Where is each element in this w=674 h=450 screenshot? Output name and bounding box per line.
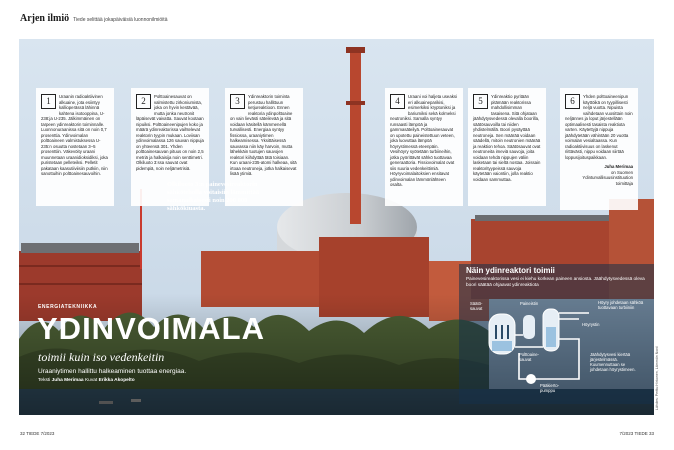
info-box-6 <box>560 88 638 210</box>
box-number: 5 <box>473 94 488 109</box>
label-turbine: Höyry johdetaan sähköä tuottavaan turbiiniin <box>598 300 644 310</box>
page-folio-right: 7/2023 TIEDE 33 <box>619 431 654 436</box>
photo-credit: Lähdes: Perttu Hirkonen, Lämmön Nord <box>655 346 659 410</box>
label-main-pump: Pääkierto-pumppu <box>540 383 560 393</box>
info-box-5 <box>468 88 546 206</box>
label-pressurizer: Paineistin <box>520 301 539 306</box>
box-number: 2 <box>136 94 151 109</box>
article-title: YDINVOIMALA <box>37 311 265 346</box>
label-steam-generator: Höyrystin <box>582 322 600 327</box>
section-tagline: Tiede selittää jokapäiväisiä luonnonilmiöitä <box>73 17 168 23</box>
article-byline <box>38 378 135 383</box>
article-lead: Uraaniytimen hallittu halkeaminen tuottaa energiaa. <box>38 368 187 375</box>
box-text: Yhden polttoaineenipun käyttöikä on tyypillisesti neljä vuotta. Nipuista vaihdetaan vuosittain noin neljännes ja loput järjestellään optimaalisesti tasaista reaktiota varten. Käytettyjä nippuja jäähdytetään vähintään 20 vuotta voimalan vesialtaassa. Kun radioaktiivisuus on laskenut riittävästi, nippu voidaan siirtää loppusijoituspaikkaan. <box>565 94 633 160</box>
byline-author: Juha Merimaa <box>51 378 84 383</box>
section-name: Arjen ilmiö <box>20 13 70 24</box>
page-folio-left: 32 TIEDE 7/2023 <box>20 431 55 436</box>
byline-photographer: Erikka Akopelto <box>98 378 135 383</box>
label-fuel-rods: Polttoaine-sauvat <box>519 352 540 362</box>
box-text: Uraanin radioaktiivinen alkuaine, jota esiintyy kallioperässä lähinnä kahtena isotooppina, U-238:ja U-235. Jälkimmäinen on tarpeen ydinreaktorin toiminnalle. Luonnonuraanissa sitä on noin 0,7 prosenttia. Ydinvoimalan polttoaineen valmistuksessa U-235:n osuutta nostetaan 3–5 prosenttiin. Väkevöity uraani muunnetaan uraanidioksidiksi, joka puristetaan pelleteiksi. Pelletit pakataan kaasutiiviisiin putkiin, niin sanottuihin polttoainesauvoihin. <box>41 94 108 176</box>
photo-caption: Olkiluoto 3:n painevesireaktorin sähköteholla voitaisiin lämmittää samanaikaisesti noin 200 000 sähkökiuasta. <box>167 181 260 212</box>
box-number: 4 <box>390 94 405 109</box>
byline-text-label: Teksti <box>38 378 51 383</box>
box-text: Ydinreaktorin toiminta perustuu hallittuun ketjureaktioon. Ennen reaktoria ydinpolttoaine on vain lievästi säteilevää ja sitä voidaan käsitellä kämmenellä turvallisesti. Energiaa syntyy fissiossa, uraaniytimen halkeamisessa. Yksittäisessä sauvassa niin käy harvoin, mutta lähekkäin tuotujen sauvojen reaktori kiihdyttää tätä toisiaan. Kun uraani-235-atomi halkeaa, sitä irtoaa neutroneja, jotka halkaisevat lisää ytimiä. <box>230 94 297 176</box>
author-signature: Juha Merimaa <box>604 164 633 169</box>
info-box-1 <box>36 88 114 206</box>
section-header <box>20 13 167 24</box>
box-number: 6 <box>565 94 580 109</box>
label-control-rods: Säätö-sauvat <box>470 301 483 311</box>
diagram-title: Näin ydinreaktori toimii <box>466 266 555 275</box>
author-role: on Suomen Ydinturvallisuusinstituution toimittaja <box>582 169 633 186</box>
article-subtitle: toimii kuin iso vedenkeitin <box>38 350 165 364</box>
box-number: 3 <box>230 94 245 109</box>
box-text: Ydinreaktio pyritään pitämään reaktorissa mahdollisimman tasaisena. Sitä ohjataan jäähdytysvedessä olevalla boorilla, säätösauvoilla tai niiden yhdistelmällä. Boori pysäyttää neutroneja. Sen määrää voidaan säädellä, mitoin neutronien määrää ja reaktion tehoa. Säätösauvat ovat neutroneita imeviä sauvoja, joita voidaan tehdä nippujen väliin lasketaan tai sieltä nostaa. Joissain reaktorityypeissä sauvoja käytetään vaiontiin, jolla reaktio voidaan sammuttaa. <box>473 94 541 182</box>
label-coolant: Jäähdytysvesi kiertää järjestelmässä. Kuumennuttaan se johdetaan höyrystimeen. <box>590 352 636 372</box>
diagram-subtitle: Painevesireaktorissa vesi ei kiehu korkean paineen ansiosta. Jäähdytysvedessä oleva boori säätää ohjaavat ydinreaktiota <box>466 276 645 287</box>
box-text: Polttoainesauvat on valmistettu zirkoniumista, joka on hyvin kestävää, mutta jonka neutronit läpäisevät vaivatta. Sauvat kootaan nipuiksi. Polttoaineenipujen koko ja määrä ydinreaktorissa vaihtelevat reaktorin tyypin mukaan. Loviisan ydinvoimalassa 126 sauvan nippuja on yhteensä 301. Yhden polttoainesauvan pituus on noin 2,5 metriä ja halkaisija noin senttimetri. Olkiluoto 3:ssa sauvat ovat pidempiä, noin neljämetrisiä. <box>136 94 204 171</box>
box-number: 1 <box>41 94 56 109</box>
article-kicker: ENERGIATEKNIIKKA <box>38 304 98 310</box>
info-box-4 <box>385 88 463 206</box>
box-text: Uraani voi haljeta useaksi eri alkuaineparikisi, esimerkiksi kryptoniksi ja bariumiksi sekä kolmeksi neutroniksi. Samalla syntyy runsaasti lämpöä ja gammasäteilyä. Polttoainesauvat on upotettu paineistettuun veteen, joka luovuttaa lämpöä höyrystimessä eteenpäin. Vesihöyry syötetään turbiineihin, jotka pyörittävät sähkö tuottavaa generaattoria. Fissiovoimalat ovat siis suuria vedenkeittimiä. Höyryvoimalaitoksien ensitavat ydinvoimalan lämmönlähteen osalta. <box>390 94 457 187</box>
byline-photo-label: Kuvat <box>84 378 98 383</box>
